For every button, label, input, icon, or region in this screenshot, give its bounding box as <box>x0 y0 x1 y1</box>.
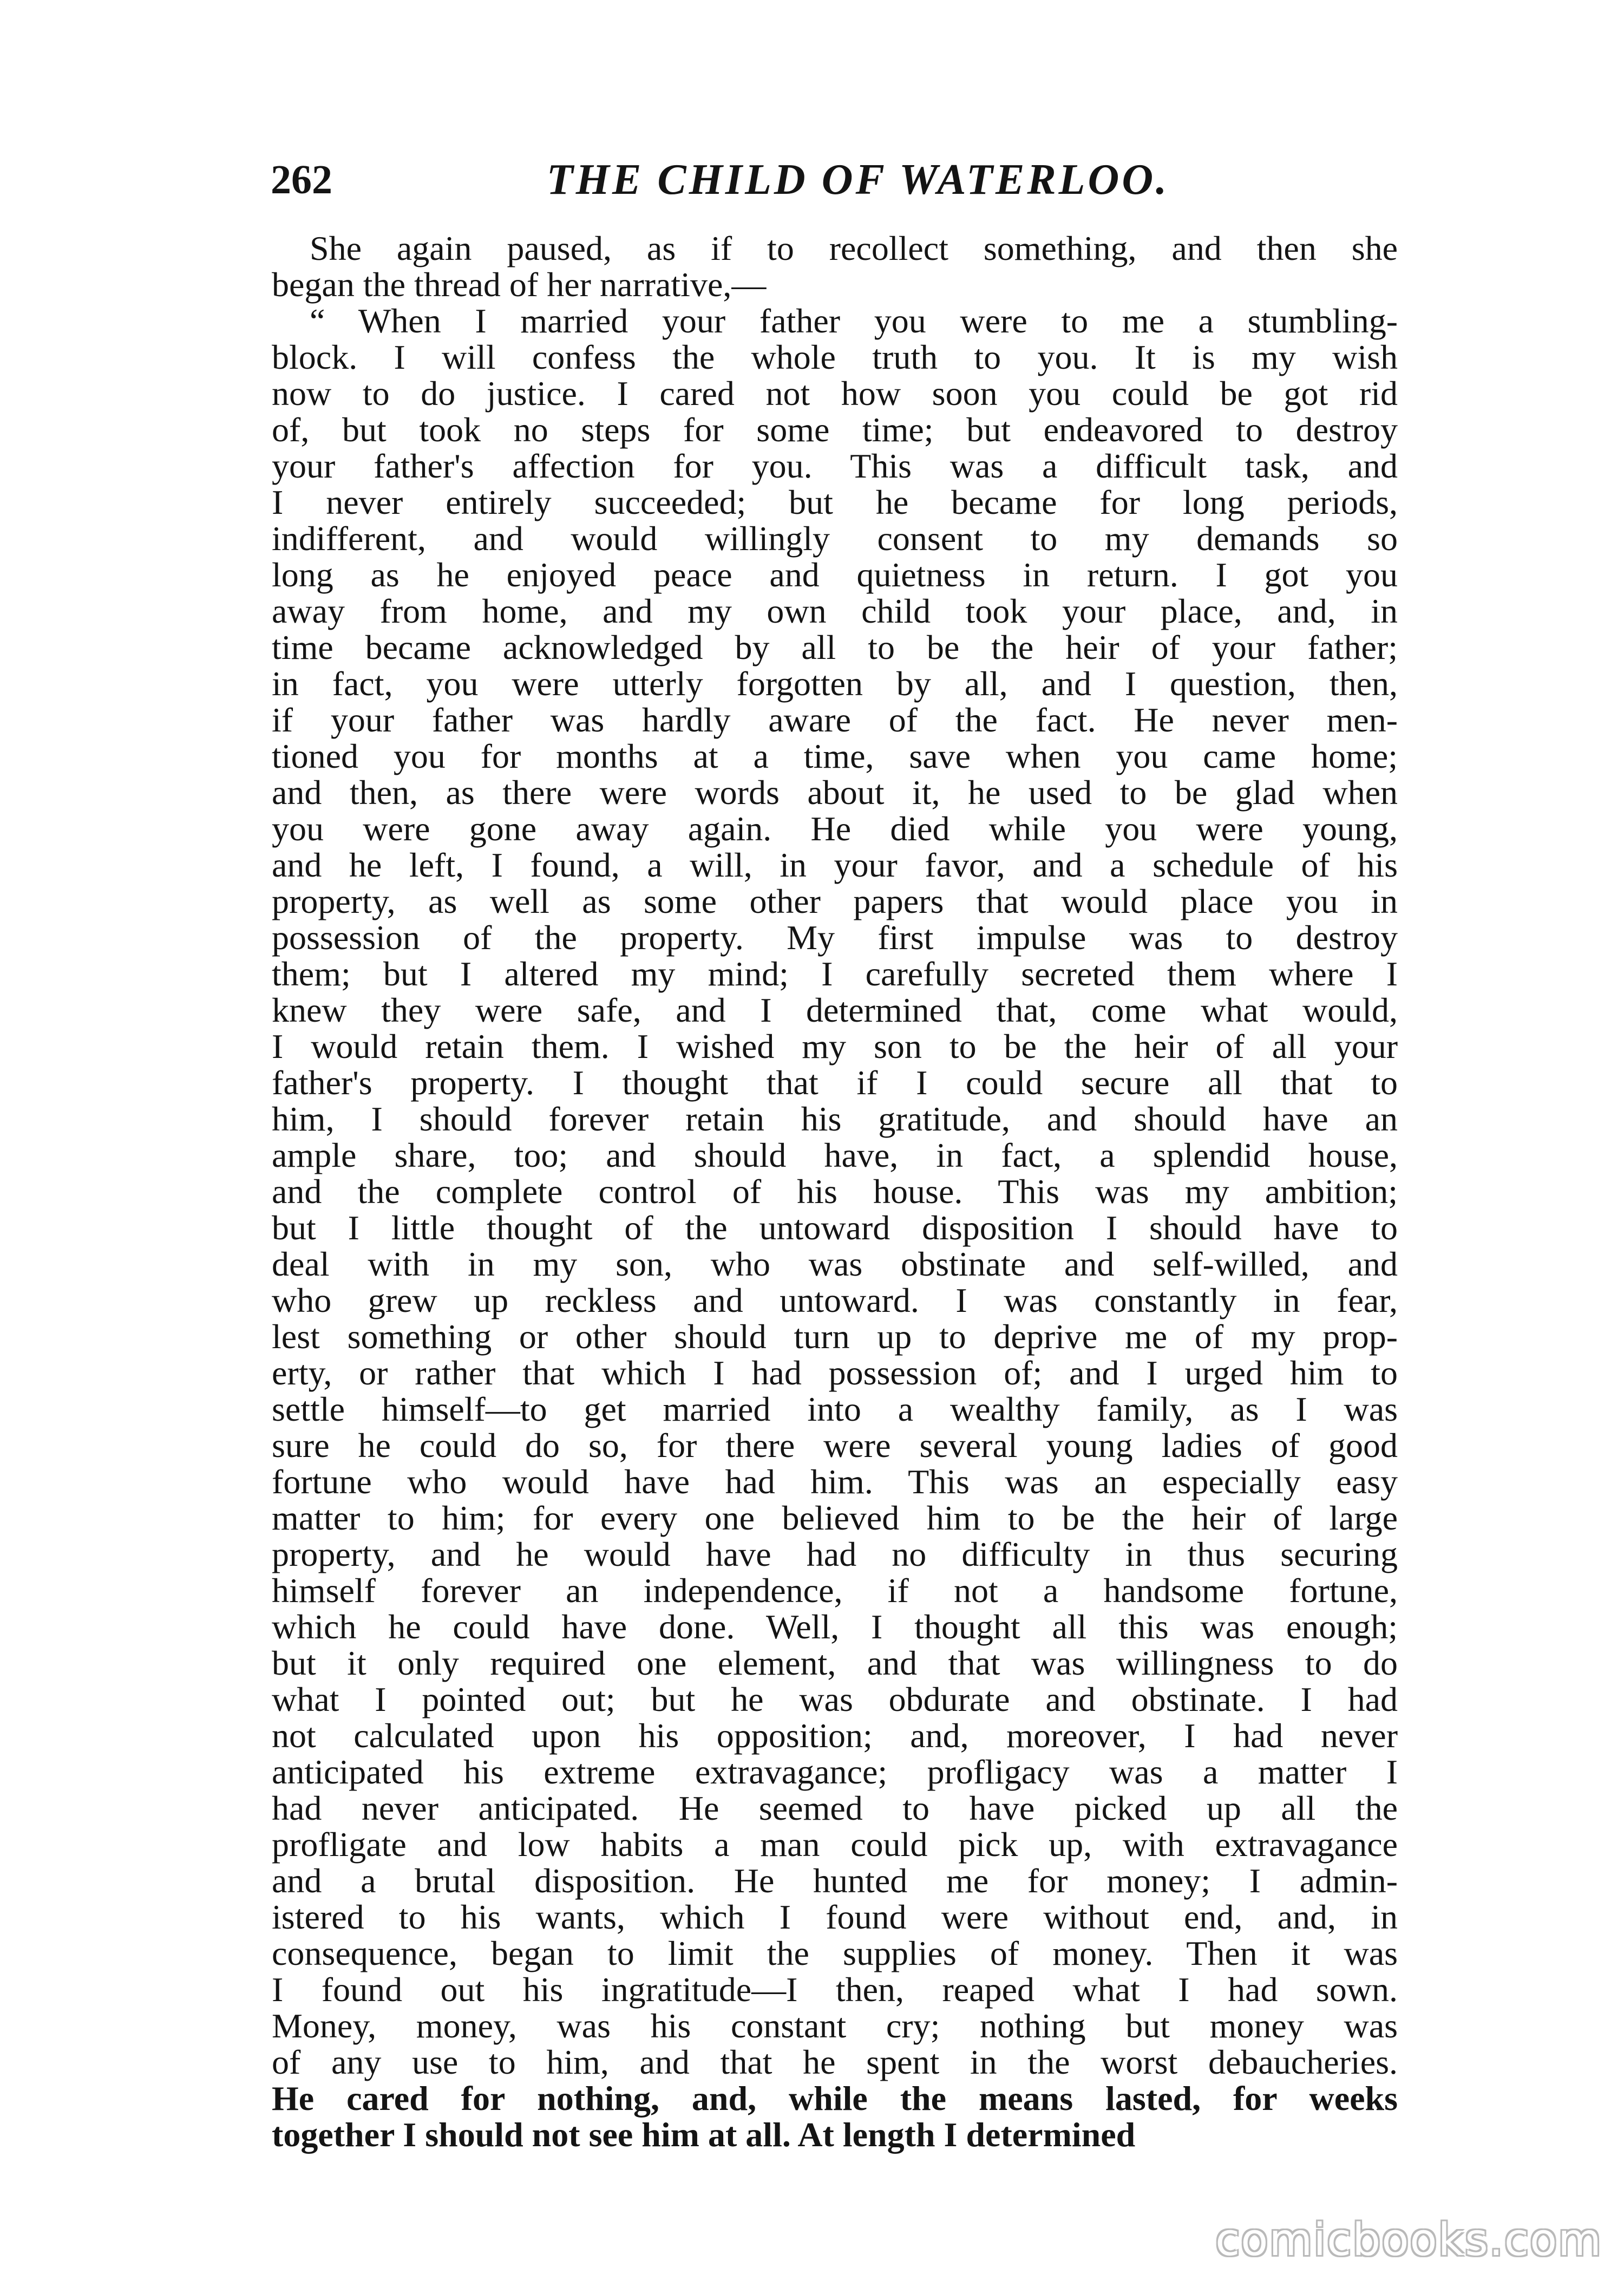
text-line: time became acknowledged by all to be the heir of your father; <box>272 628 1398 666</box>
text-line: of any use to him, and that he spent in the worst debaucheries. <box>272 2043 1398 2081</box>
body-text <box>272 230 1398 2153</box>
text-line: I would retain them. I wished my son to be the heir of all your <box>272 1027 1398 1066</box>
text-line: now to do justice. I cared not how soon you could be got rid <box>272 374 1398 413</box>
text-line: possession of the property. My first impulse was to destroy <box>272 918 1398 957</box>
text-line: deal with in my son, who was obstinate and self-willed, and <box>272 1245 1398 1283</box>
text-line: ample share, too; and should have, in fact, a splendid house, <box>272 1136 1398 1174</box>
text-line: She again paused, as if to recollect something, and then she <box>310 229 1398 267</box>
text-line: profligate and low habits a man could pick up, with extravagance <box>272 1825 1398 1864</box>
running-header <box>271 154 1397 206</box>
text-line: and a brutal disposition. He hunted me for money; I admin- <box>272 1861 1398 1900</box>
text-line: I never entirely succeeded; but he became for long periods, <box>272 483 1398 521</box>
text-line: property, as well as some other papers that would place you in <box>272 882 1398 920</box>
text-line: them; but I altered my mind; I carefully secreted them where I <box>272 955 1398 993</box>
text-line: “ When I married your father you were to me a stumbling- <box>310 302 1398 340</box>
text-line: who grew up reckless and untoward. I was constantly in fear, <box>272 1281 1398 1319</box>
text-line: matter to him; for every one believed him to be the heir of large <box>272 1499 1398 1537</box>
text-line: lest something or other should turn up to deprive me of my prop- <box>272 1317 1398 1356</box>
text-line: Money, money, was his constant cry; nothing but money was <box>272 2007 1398 2045</box>
text-line: but it only required one element, and that was willingness to do <box>272 1644 1398 1682</box>
text-line: of, but took no steps for some time; but endeavored to destroy <box>272 410 1398 449</box>
text-line: if your father was hardly aware of the fact. He never men- <box>272 701 1398 739</box>
text-line: consequence, began to limit the supplies of money. Then it was <box>272 1934 1398 1972</box>
text-line: property, and he would have had no difficulty in thus securing <box>272 1535 1398 1573</box>
running-title: THE CHILD OF WATERLOO. <box>546 156 1170 204</box>
text-line: you were gone away again. He died while you were young, <box>272 809 1398 848</box>
text-line: knew they were safe, and I determined that, come what would, <box>272 991 1398 1029</box>
text-line: and then, as there were words about it, he used to be glad when <box>272 773 1398 812</box>
watermark: comicbooks.com <box>1215 2214 1602 2266</box>
text-line: tioned you for months at a time, save when you came home; <box>272 737 1398 775</box>
text-line: and he left, I found, a will, in your favor, and a schedule of his <box>272 846 1398 884</box>
text-line: sure he could do so, for there were several young ladies of good <box>272 1426 1398 1465</box>
text-line: what I pointed out; but he was obdurate and obstinate. I had <box>272 1680 1398 1718</box>
text-line: erty, or rather that which I had possession of; and I urged him to <box>272 1354 1398 1392</box>
text-line: himself forever an independence, if not a handsome fortune, <box>272 1571 1398 1610</box>
text-line: him, I should forever retain his gratitude, and should have an <box>272 1100 1398 1138</box>
text-line: istered to his wants, which I found were without end, and, in <box>272 1898 1398 1936</box>
text-line: I found out his ingratitude—I then, reaped what I had sown. <box>272 1970 1398 2009</box>
text-line: away from home, and my own child took your place, and, in <box>272 592 1398 630</box>
text-line: anticipated his extreme extravagance; profligacy was a matter I <box>272 1753 1398 1791</box>
text-line: had never anticipated. He seemed to have picked up all the <box>272 1789 1398 1827</box>
text-line: not calculated upon his opposition; and, moreover, I had never <box>272 1716 1398 1755</box>
text-line: which he could have done. Well, I thought all this was enough; <box>272 1608 1398 1646</box>
text-line: your father's affection for you. This was a difficult task, and <box>272 447 1398 485</box>
text-line: long as he enjoyed peace and quietness in return. I got you <box>272 556 1398 594</box>
text-line: in fact, you were utterly forgotten by all, and I question, then, <box>272 664 1398 703</box>
text-line: fortune who would have had him. This was an especially easy <box>272 1462 1398 1501</box>
text-line: block. I will confess the whole truth to you. It is my wish <box>272 338 1398 376</box>
text-line: began the thread of her narrative,— <box>272 265 767 304</box>
text-line: father's property. I thought that if I could secure all that to <box>272 1063 1398 1102</box>
text-line: He cared for nothing, and, while the means lasted, for weeks <box>272 2079 1398 2118</box>
text-line: but I little thought of the untoward disposition I should have to <box>272 1208 1398 1247</box>
text-line: indifferent, and would willingly consent to my demands so <box>272 519 1398 558</box>
page-number: 262 <box>271 157 332 202</box>
text-line: and the complete control of his house. This was my ambition; <box>272 1172 1398 1211</box>
text-line: settle himself—to get married into a wealthy family, as I was <box>272 1390 1398 1428</box>
text-line: together I should not see him at all. At length I determined <box>272 2115 1136 2154</box>
